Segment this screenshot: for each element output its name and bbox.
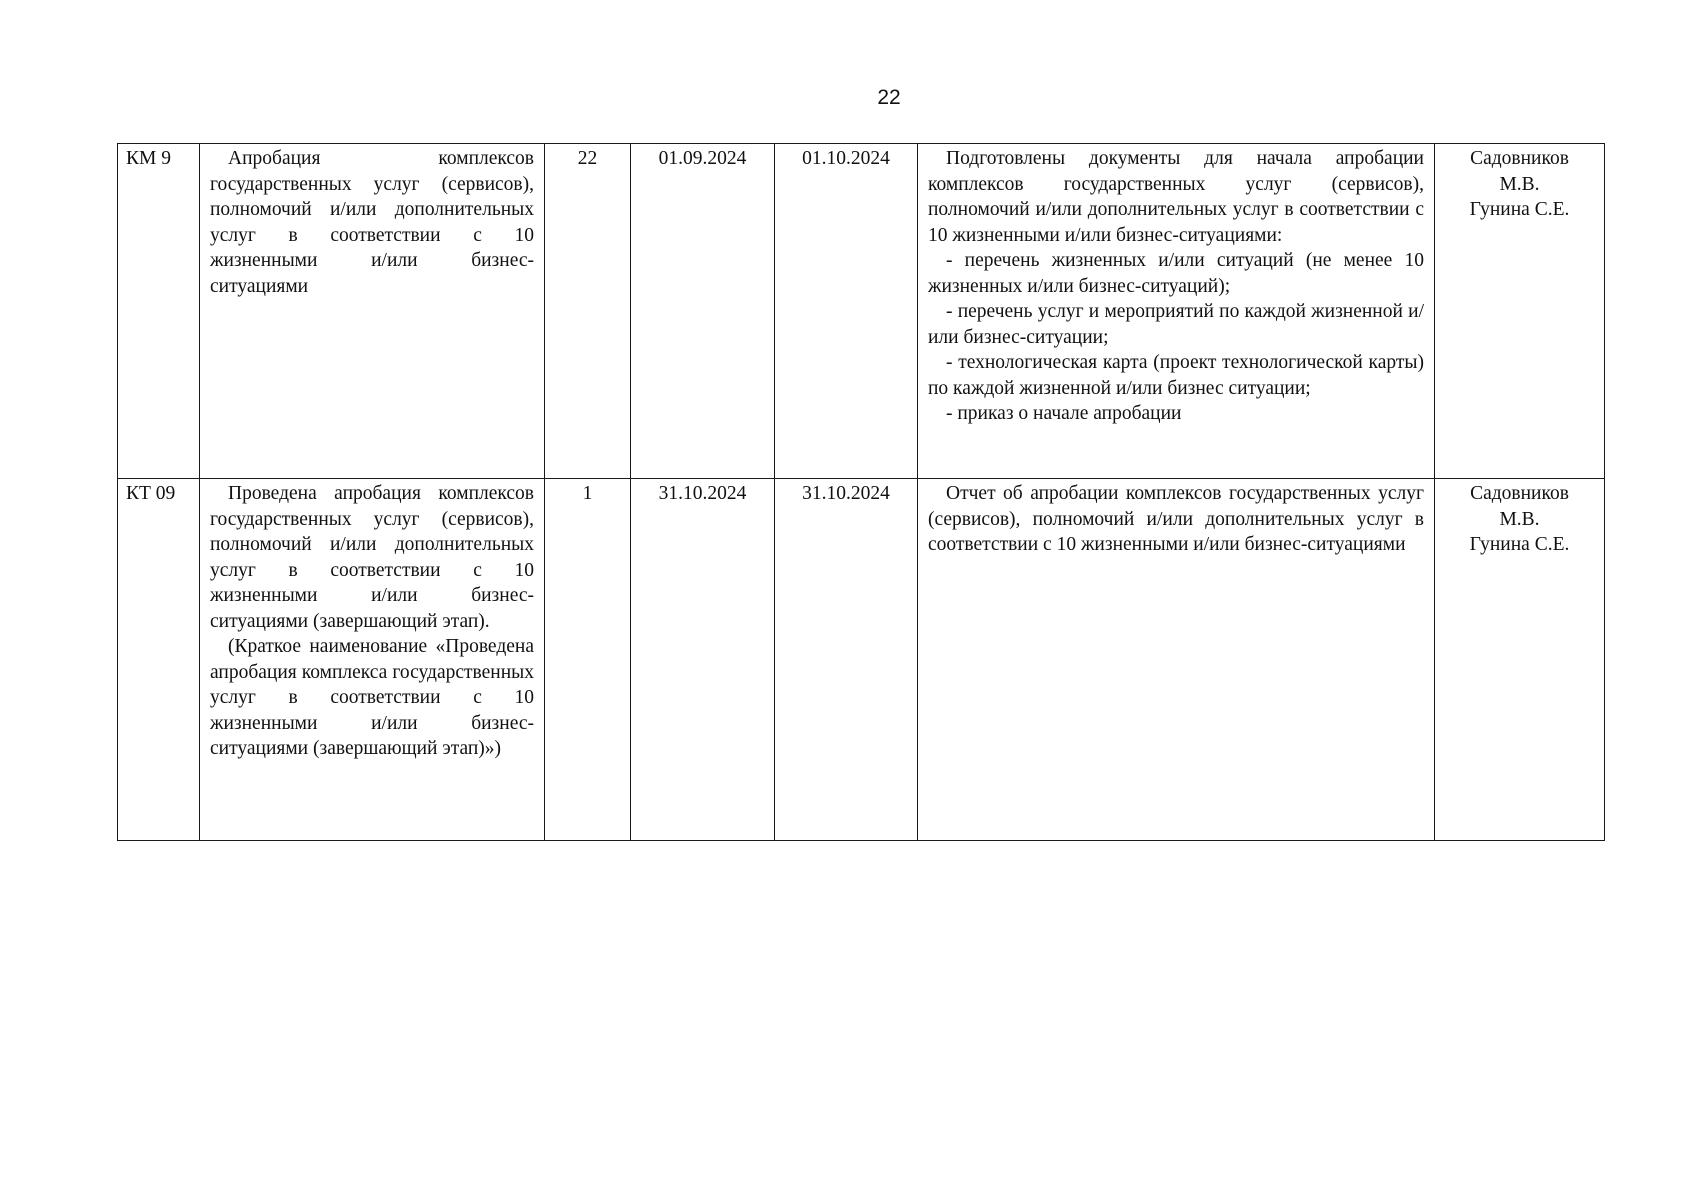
responsible-initials: М.В. [1499,173,1540,195]
row-end-date: 01.10.2024 [775,144,918,479]
row-name-short: (Краткое наименование «Проведена апробация комплекса государственных услуг в соответствии с 10 жизненными и/или бизнес-ситуациями (завершающий этап)») [210,636,534,759]
row-result [918,479,1435,841]
result-list-item: - приказ о начале апробации [946,403,1182,424]
responsible-initials: М.В. [1499,508,1540,530]
row-quantity: 22 [545,144,631,479]
row-name-text: Проведена апробация комплексов государственных услуг (сервисов), полномочий и/или дополнительных услуг в соответствии с 10 жизненными и/или бизнес-ситуациями (завершающий этап). [210,483,534,632]
page-number: 22 [877,86,901,109]
row-code: КТ 09 [118,479,200,841]
row-name-text: Апробация комплексов государственных услуг (сервисов), полномочий и/или дополнительных услуг в соответствии с 10 жизненными и/или бизнес-ситуациями [210,148,534,297]
row-code: КМ 9 [118,144,200,479]
table-row [118,144,1605,479]
row-name [200,144,545,479]
responsible-second: Гунина С.Е. [1469,534,1570,555]
row-name [200,479,545,841]
result-paragraph: Подготовлены документы для начала апробации комплексов государственных услуг (сервисов), полномочий и/или дополнительных услуг в соответствии с 10 жизненными и/или бизнес-ситуациями: [928,148,1424,246]
responsible-second: Гунина С.Е. [1469,199,1570,220]
row-responsible [1435,144,1605,479]
result-list-item: - технологическая карта (проект технологической карты) по каждой жизненной и/или бизнес ситуации; [928,352,1424,399]
row-start-date: 01.09.2024 [631,144,775,479]
plan-table [117,143,1605,841]
table-row [118,479,1605,841]
result-list-item: - перечень услуг и мероприятий по каждой жизненной и/или бизнес-ситуации; [928,301,1424,348]
row-start-date: 31.10.2024 [631,479,775,841]
responsible-surname: Садовников [1470,148,1569,169]
result-list-item: - перечень жизненных и/или ситуаций (не менее 10 жизненных и/или бизнес-ситуаций); [928,250,1424,297]
row-quantity: 1 [545,479,631,841]
row-responsible [1435,479,1605,841]
result-paragraph: Отчет об апробации комплексов государственных услуг (сервисов), полномочий и/или дополнительных услуг в соответствии с 10 жизненными и/или бизнес-ситуациями [928,483,1424,555]
row-result [918,144,1435,479]
responsible-surname: Садовников [1470,483,1569,504]
row-end-date: 31.10.2024 [775,479,918,841]
